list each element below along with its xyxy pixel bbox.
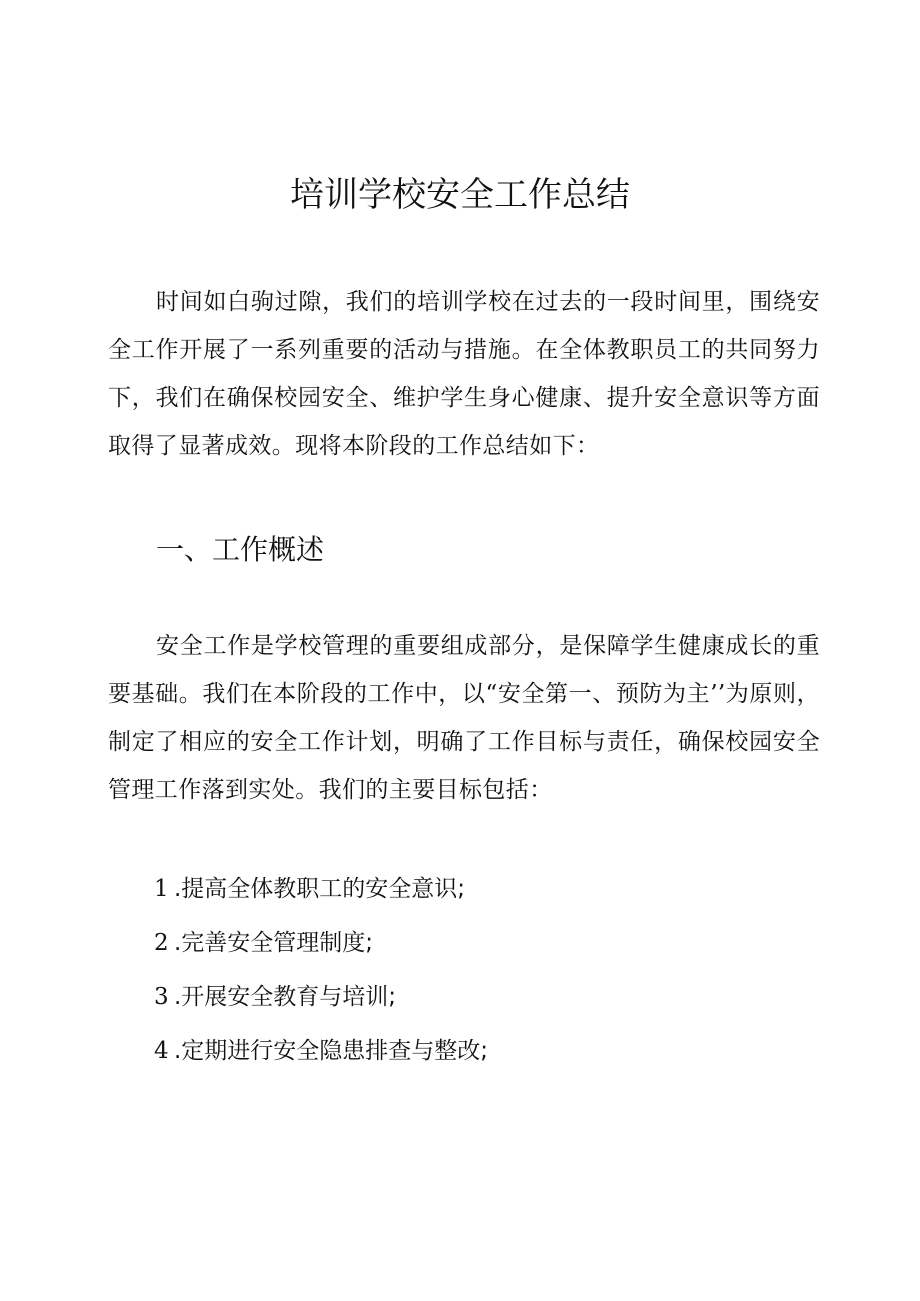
list-item: [154, 866, 488, 920]
list-item: [154, 920, 488, 974]
document-title: 培训学校安全工作总结: [290, 175, 630, 215]
list-item: [154, 974, 488, 1028]
list-item-text: .开展安全教育与培训;: [174, 984, 397, 1010]
list-item-text: .完善安全管理制度;: [174, 930, 374, 956]
list-item-text: .提高全体教职工的安全意识;: [174, 876, 466, 902]
list-item: [154, 1028, 488, 1082]
list-item-text: .定期进行安全隐患排查与整改;: [174, 1038, 489, 1064]
intro-paragraph: 时间如白驹过隙，我们的培训学校在过去的一段时间里，围绕安全工作开展了一系列重要的活动与措施。在全体教职员工的共同努力下，我们在确保校园安全、维护学生身心健康、提升安全意识等方面取得了显著成效。现将本阶段的工作总结如下：: [108, 289, 820, 459]
list-item-number: 3: [154, 984, 169, 1010]
overview-paragraph: 安全工作是学校管理的重要组成部分，是保障学生健康成长的重要基础。我们在本阶段的工作中，以“安全第一、预防为主’’为原则，制定了相应的安全工作计划，明确了工作目标与责任，确保校园安全管理工作落到实处。我们的主要目标包括：: [108, 633, 820, 803]
goals-list: [154, 866, 488, 1082]
list-item-number: 4: [154, 1038, 169, 1064]
section-heading-overview: 一、工作概述: [156, 533, 325, 566]
list-item-number: 2: [154, 930, 169, 956]
list-item-number: 1: [154, 876, 169, 902]
